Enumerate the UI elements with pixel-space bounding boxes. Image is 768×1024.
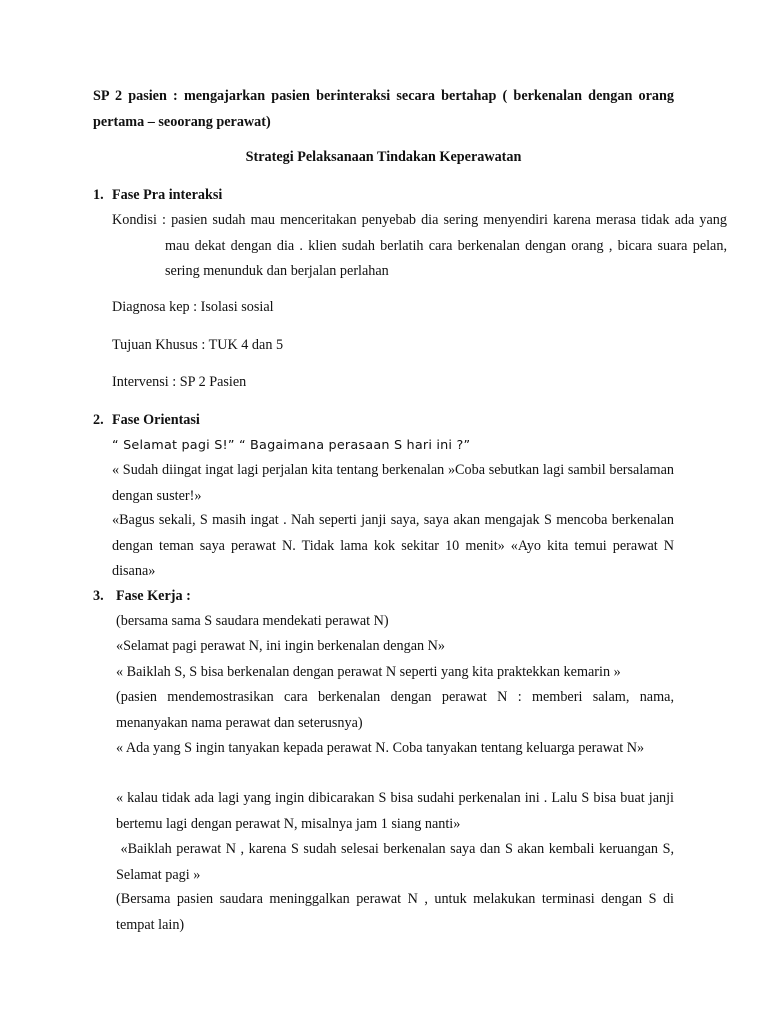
intervensi-line: Intervensi : SP 2 Pasien — [112, 374, 247, 390]
diagnosa-line: Diagnosa kep : Isolasi sosial — [112, 299, 274, 315]
orientasi-paragraph: «Bagus sekali, S masih ingat . Nah seperti janji saya, saya akan mengajak S mencoba berkenalan dengan teman saya perawat N. Tidak lama kok sekitar 10 menit» «Ayo kita temui perawat N disana» — [112, 512, 674, 579]
orientasi-paragraph: « Sudah diingat ingat lagi perjalan kita tentang berkenalan »Coba sebutkan lagi sambil bersalaman dengan suster!» — [112, 462, 674, 504]
kerja-paragraph: «Selamat pagi perawat N, ini ingin berkenalan dengan N» — [116, 638, 445, 654]
kerja-paragraph: (pasien mendemostrasikan cara berkenalan dengan perawat N : memberi salam, nama, menanyakan nama perawat dan seterusnya) — [116, 689, 674, 731]
kerja-paragraph: « Ada yang S ingin tanyakan kepada perawat N. Coba tanyakan tentang keluarga perawat N» — [116, 740, 645, 756]
section-title: Fase Pra interaksi — [112, 187, 223, 203]
orientasi-greeting: “ Selamat pagi S!” “ Bagaimana perasaan S hari ini ?” — [112, 438, 471, 453]
section-title: Fase Orientasi — [112, 412, 200, 428]
section-number: 3. — [93, 588, 104, 604]
tujuan-line: Tujuan Khusus : TUK 4 dan 5 — [112, 337, 284, 353]
document-title: SP 2 pasien : mengajarkan pasien berinteraksi secara bertahap ( berkenalan dengan orang pertama – seoorang perawat) — [93, 88, 674, 130]
kondisi-paragraph: Kondisi : pasien sudah mau menceritakan penyebab dia sering menyendiri karena merasa tidak ada yang mau dekat dengan dia . klien sudah berlatih cara berkenalan dengan orang , bicara suara pelan, sering menunduk dan berjalan perlahan — [112, 212, 727, 279]
document-subtitle: Strategi Pelaksanaan Tindakan Keperawatan — [245, 149, 522, 165]
kerja-paragraph: «Baiklah perawat N , karena S sudah selesai berkenalan saya dan S akan kembali keruangan S, Selamat pagi » — [116, 841, 678, 883]
kerja-paragraph: « Baiklah S, S bisa berkenalan dengan perawat N seperti yang kita praktekkan kemarin » — [116, 664, 621, 680]
section-1-heading — [93, 183, 674, 209]
section-number: 1. — [93, 187, 104, 203]
kerja-paragraph: (Bersama pasien saudara meninggalkan perawat N , untuk melakukan terminasi dengan S di tempat lain) — [116, 891, 674, 933]
section-title: Fase Kerja : — [116, 588, 191, 604]
kerja-paragraph: « kalau tidak ada lagi yang ingin dibicarakan S bisa sudahi perkenalan ini . Lalu S bisa buat janji bertemu lagi dengan perawat N, misalnya jam 1 siang nanti» — [116, 790, 674, 832]
section-number: 2. — [93, 412, 104, 428]
section-3-heading — [93, 584, 674, 610]
section-2-heading — [93, 408, 674, 434]
kerja-paragraph: (bersama sama S saudara mendekati perawat N) — [116, 613, 389, 629]
